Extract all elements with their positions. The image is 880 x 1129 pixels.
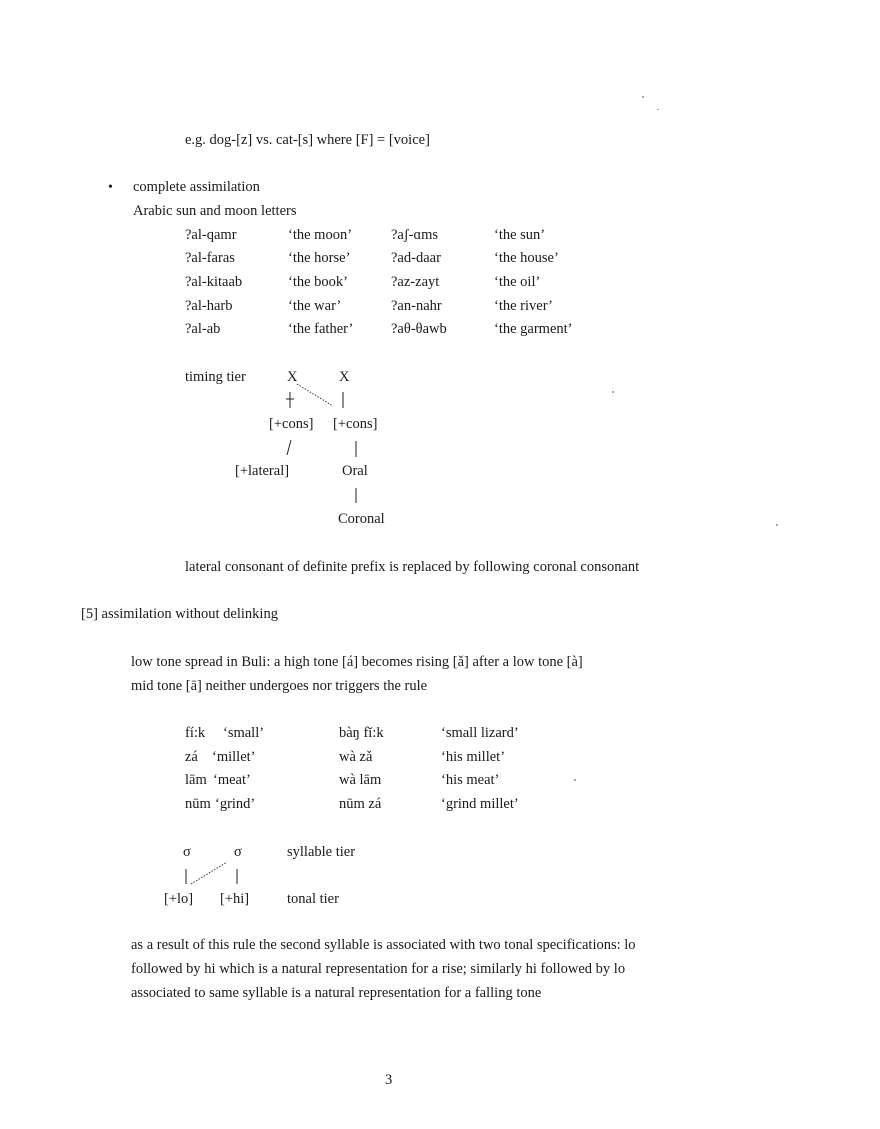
buli-gloss: ‘grind’ — [215, 796, 256, 812]
sun-word: ?az-zayt — [391, 274, 440, 290]
tonal-tier-label: tonal tier — [287, 891, 339, 907]
hi-tone-feature: [+hi] — [220, 891, 250, 907]
lateral-feature: [+lateral] — [235, 463, 290, 479]
page-number: 3 — [385, 1072, 393, 1088]
sun-word: ?aθ-θawb — [391, 321, 447, 337]
sun-word: ?ad-daar — [391, 250, 441, 266]
sigma-2: σ — [234, 844, 242, 860]
buli-phrase: nūm zá — [339, 796, 382, 812]
sun-gloss: ‘the river’ — [494, 298, 553, 314]
buli-phrase-gloss: ‘his millet’ — [441, 749, 506, 765]
buli-description-line-1: low tone spread in Buli: a high tone [á] becomes rising [ǎ] after a low tone [à] — [131, 654, 583, 670]
moon-word: ?al-qamr — [185, 227, 237, 243]
buli-word: fí:k — [185, 725, 206, 741]
buli-phrase: wà lām — [339, 772, 382, 788]
scan-speck — [642, 96, 644, 98]
moon-gloss: ‘the book’ — [288, 274, 348, 290]
section-5-heading: [5] assimilation without delinking — [81, 606, 278, 622]
scan-speck — [574, 779, 576, 781]
buli-phrase-gloss: ‘small lizard’ — [441, 725, 519, 741]
buli-word: nūm — [185, 796, 211, 812]
sun-gloss: ‘the oil’ — [494, 274, 541, 290]
lo-tone-feature: [+lo] — [164, 891, 194, 907]
buli-phrase: wà zǎ — [339, 749, 373, 765]
bullet-icon: • — [108, 180, 113, 195]
scan-speck — [657, 109, 659, 110]
buli-word: lām — [185, 772, 207, 788]
example-line: e.g. dog-[z] vs. cat-[s] where [F] = [voice] — [185, 132, 430, 148]
sun-word: ?aʃ-ɑms — [391, 227, 439, 243]
buli-gloss: ‘small’ — [223, 725, 265, 741]
sun-gloss: ‘the house’ — [494, 250, 559, 266]
result-line: as a result of this rule the second syllable is associated with two tonal specifications: lo — [131, 937, 636, 953]
moon-gloss: ‘the moon’ — [288, 227, 353, 243]
scan-speck — [776, 524, 778, 526]
result-line: followed by hi which is a natural representation for a rise; similarly hi followed by lo — [131, 961, 626, 977]
moon-word: ?al-harb — [185, 298, 233, 314]
scan-speck — [612, 391, 614, 393]
moon-word: ?al-faras — [185, 250, 235, 266]
sun-word: ?an-nahr — [391, 298, 442, 314]
lateral-note: lateral consonant of definite prefix is replaced by following coronal consonant — [185, 559, 640, 575]
moon-gloss: ‘the war’ — [288, 298, 342, 314]
spread-association-line — [191, 862, 227, 884]
buli-phrase-gloss: ‘his meat’ — [441, 772, 500, 788]
cons-feature-1: [+cons] — [269, 416, 314, 432]
buli-gloss: ‘millet’ — [212, 749, 256, 765]
timing-slot-x1: X — [287, 369, 298, 385]
timing-tier-label: timing tier — [185, 369, 246, 385]
syllable-tier-label: syllable tier — [287, 844, 356, 860]
buli-phrase: bàŋ fĭ:k — [339, 725, 384, 741]
timing-slot-x2: X — [339, 369, 350, 385]
sun-gloss: ‘the sun’ — [494, 227, 546, 243]
coronal-node: Coronal — [338, 511, 385, 527]
cons-feature-2: [+cons] — [333, 416, 378, 432]
moon-gloss: ‘the horse’ — [288, 250, 351, 266]
spread-association-line — [297, 384, 333, 406]
buli-word: zá — [185, 749, 198, 765]
sun-gloss: ‘the garment’ — [494, 321, 573, 337]
moon-word: ?al-ab — [185, 321, 221, 337]
result-line: associated to same syllable is a natural representation for a falling tone — [131, 985, 542, 1001]
moon-gloss: ‘the father’ — [288, 321, 354, 337]
arabic-heading: Arabic sun and moon letters — [133, 203, 297, 219]
oral-node: Oral — [342, 463, 368, 479]
buli-phrase-gloss: ‘grind millet’ — [441, 796, 519, 812]
buli-description-line-2: mid tone [ā] neither undergoes nor triggers the rule — [131, 678, 428, 694]
sigma-1: σ — [183, 844, 191, 860]
moon-word: ?al-kitaab — [185, 274, 243, 290]
bullet-heading: complete assimilation — [133, 179, 260, 195]
buli-gloss: ‘meat’ — [213, 772, 251, 788]
association-line — [287, 440, 291, 455]
